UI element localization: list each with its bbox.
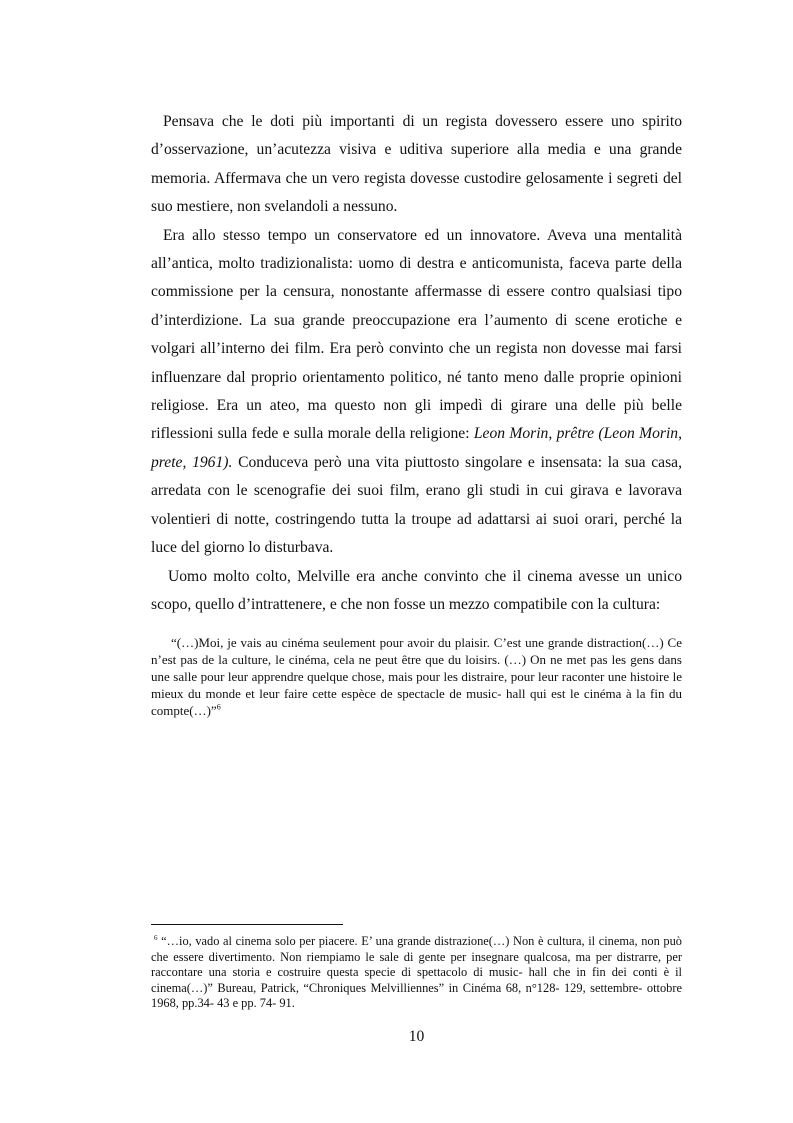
footnote-marker: 6 [154, 933, 158, 942]
film-title-italic: Leon Morin, prêtre (Leon Morin, prete, 1961). [151, 425, 682, 471]
quote-text: “(…)Moi, je vais au cinéma seulement pour avoir du plaisir. C’est une grande distraction(…) Ce n’est pas de la culture, le cinéma, cela ne peut être que du loisirs. (…) On ne met pas les gens dans une salle pour leur apprendre quelque chose, mais pour les distraire, pour leur raconter une histoire le mieux du monde et leur faire cette espèce de spectacle de music- hall qui est le cinéma à la fin du compte(…)” [151, 635, 682, 718]
footnote-separator [151, 924, 343, 925]
page-number: 10 [408, 1028, 425, 1045]
body-text [151, 108, 682, 619]
footnote-text: “…io, vado al cinema solo per piacere. E’ una grande distrazione(…) Non è cultura, il cinema, non può che essere divertimento. Non riempiamo le sale di gente per insegnare qualcosa, ma per distrarre, per raccontare una storia e costruire questa specie di spettacolo di music- hall che in fin dei conti è il cinema(…)” Bureau, Patrick, “Chroniques Melvilliennes” in Cinéma 68, n°128- 129, settembre- ottobre 1968, pp.34- 43 e pp. 74- 91. [151, 934, 682, 1011]
paragraph-2 [151, 222, 682, 563]
paragraph-2-text-before: Era allo stesso tempo un conservatore ed un innovatore. Aveva una mentalità all’antica, molto tradizionalista: uomo di destra e anticomunista, faceva parte della commissione per la censura, nonostante affermasse di essere contro qualsiasi tipo d’interdizione. La sua grande preoccupazione era l’aumento di scene erotiche e volgari all’interno dei film. Era però convinto che un regista non dovesse mai farsi influenzare dal proprio orientamento politico, né tanto meno dalle proprie opinioni religiose. Era un ateo, ma questo non gli impedì di girare una delle più belle riflessioni sulla fede e sulla morale della religione: [151, 226, 682, 443]
block-quote [151, 634, 682, 719]
paragraph-2-text-after: Conduceva però una vita piuttosto singolare e insensata: la sua casa, arredata con le scenografie dei suoi film, erano gli studi in cui girava e lavorava volentieri di notte, costringendo tutta la troupe ad adattarsi ai suoi orari, perché la luce del giorno lo disturbava. [151, 453, 682, 557]
paragraph-3: Uomo molto colto, Melville era anche convinto che il cinema avesse un unico scopo, quello d’intrattenere, e che non fosse un mezzo compatibile con la cultura: [151, 567, 682, 613]
footnote-reference[interactable]: 6 [216, 702, 221, 712]
paragraph-1: Pensava che le doti più importanti di un regista dovessero essere uno spirito d’osservazione, un’acutezza visiva e uditiva superiore alla media e una grande memoria. Affermava che un vero regista dovesse custodire gelosamente i segreti del suo mestiere, non svelandoli a nessuno. [151, 113, 682, 216]
footnote [151, 934, 682, 1012]
